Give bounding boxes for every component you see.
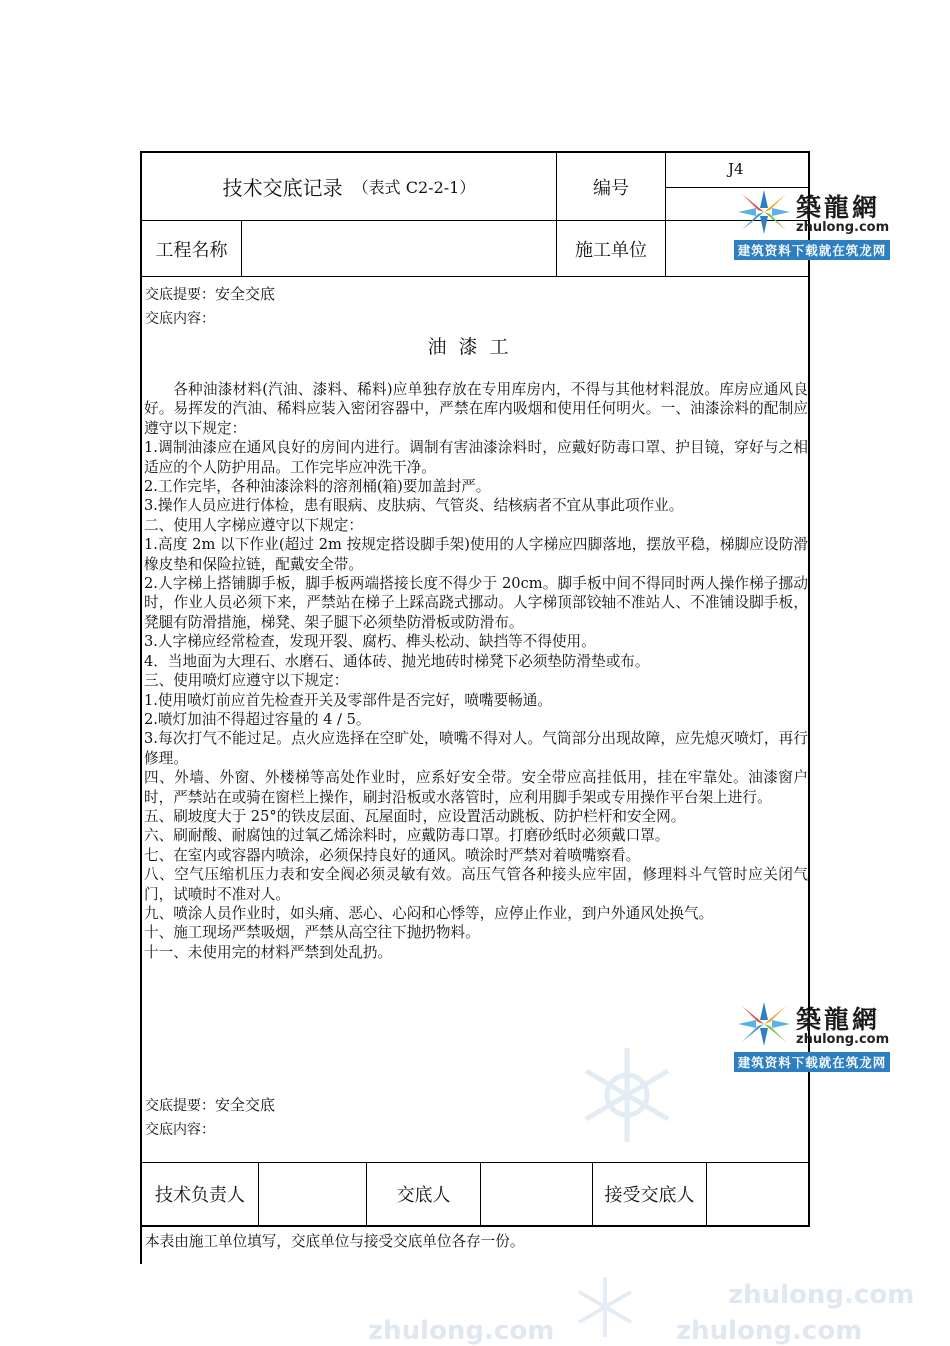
content-paragraph: 二、使用人字梯应遵守以下规定： [144, 516, 363, 534]
content-paragraph: 3.人字梯应经常检查，发现开裂、腐朽、榫头松动、缺挡等不得使用。 [144, 633, 596, 651]
content-paragraph: 1.调制油漆应在通风良好的房间内进行。调制有害油漆涂料时，应戴好防毒口罩、护目镜，穿好与之相适应的个人防护用品。工作完毕应冲洗干净。 [144, 439, 808, 476]
content-paragraph: 五、刷坡度大于 25°的铁皮层面、瓦屋面时，应设置活动跳板、防护栏杆和安全网。 [144, 807, 686, 825]
footer-note: 本表由施工单位填写，交底单位与接受交底单位各存一份。 [145, 1233, 525, 1250]
content-paragraph: 四、外墙、外窗、外楼梯等高处作业时，应系好安全带。安全带应高挂低用，挂在牢靠处。油漆窗户时，严禁站在或骑在窗栏上操作，刷封沿板或水落管时，应利用脚手架或专用操作平台架上进行。 [144, 769, 808, 806]
tech-lead-signature[interactable] [259, 1163, 366, 1225]
watermark-text: zhulong.com [676, 1316, 863, 1346]
summary-value: 安全交底 [215, 285, 276, 303]
receiver-label: 接受交底人 [604, 1185, 695, 1206]
watermark-text: zhulong.com [728, 1280, 915, 1310]
content-paragraph: 2.工作完毕，各种油漆涂料的溶剂桶(箱)要加盖封严。 [144, 478, 491, 496]
content-paragraph: 4．当地面为大理石、水磨石、通体砖、抛光地砖时梯凳下必须垫防滑垫或布。 [144, 652, 650, 670]
content-paragraph: 十、施工现场严禁吸烟，严禁从高空往下抛扔物料。 [144, 924, 480, 942]
logo-slogan: 建筑资料下载就在筑龙网 [734, 1052, 890, 1072]
logo-name: 築龍網 [796, 193, 881, 222]
pinwheel-logo-icon [736, 188, 792, 236]
form-title-text: 技术交底记录 [222, 176, 343, 200]
project-name-value[interactable] [242, 221, 556, 276]
logo-domain: zhulong.com [796, 220, 890, 235]
project-name-label: 工程名称 [155, 239, 228, 261]
zhulong-logo [734, 184, 890, 262]
form-code: （表式 C2-2-1） [352, 178, 476, 197]
number-value: J4 [728, 160, 744, 178]
number-label: 编号 [593, 177, 629, 199]
contractor-label: 施工单位 [575, 239, 647, 261]
content-paragraph: 各种油漆材料(汽油、漆料、稀料)应单独存放在专用库房内，不得与其他材料混放。库房应通风良好。易挥发的汽油、稀料应装入密闭容器中，严禁在库内吸烟和使用任何明火。一、油漆涂料的配制应遵守以下规定： [144, 381, 808, 437]
content-paragraph: 九、喷涂人员作业时，如头痛、恶心、心闷和心悸等，应停止作业，到户外通风处换气。 [144, 904, 714, 922]
content-paragraph: 3.操作人员应进行体检，患有眼病、皮肤病、气管炎、结核病者不宜从事此项作业。 [144, 497, 684, 515]
summary-label: 交底提要： [145, 287, 215, 303]
content-paragraph: 六、刷耐酸、耐腐蚀的过氧乙烯涂料时，应戴防毒口罩。打磨砂纸时必须戴口罩。 [144, 827, 670, 845]
receiver-signature[interactable] [707, 1163, 808, 1225]
summary-row [145, 283, 275, 304]
content-paragraph: 七、在室内或容器内喷涂，必须保持良好的通风。喷涂时严禁对着喷嘴察看。 [144, 846, 641, 864]
content-label [145, 308, 215, 328]
content-paragraph: 1.高度 2m 以下作业(超过 2m 按规定搭设脚手架)使用的人字梯应四脚落地，摆放平稳，梯脚应设防滑橡皮垫和保险拉链，配戴安全带。 [144, 536, 808, 573]
form-title [142, 153, 556, 220]
presenter-signature[interactable] [481, 1163, 592, 1225]
presenter-label: 交底人 [396, 1185, 451, 1206]
logo-domain: zhulong.com [796, 1032, 890, 1047]
content-label-2 [145, 1119, 215, 1139]
content-paragraph: 三、使用喷灯应遵守以下规定： [144, 672, 349, 690]
content-paragraph: 2.人字梯上搭铺脚手板，脚手板两端搭接长度不得少于 20cm。脚手板中间不得同时两人操作梯子挪动时，作业人员必须下来，严禁站在梯子上踩高跷式挪动。人字梯顶部铰轴不准站人、不准铺设脚手板，凳腿有防滑措施，梯凳、架子腿下必须垫防滑板或防滑布。 [144, 575, 808, 631]
zhulong-logo [734, 996, 890, 1074]
logo-name: 築龍網 [796, 1005, 881, 1034]
summary-label: 交底提要： [145, 1098, 215, 1114]
watermark-text: zhulong.com [368, 1316, 555, 1346]
watermark-snowflake-icon [572, 1040, 682, 1150]
summary-value: 安全交底 [215, 1096, 276, 1114]
content-paragraph: 十一、未使用完的材料严禁到处乱扔。 [144, 943, 393, 961]
summary-row-2 [145, 1094, 275, 1115]
watermark-snowflake-icon [570, 1272, 640, 1342]
content-body [144, 380, 808, 962]
content-label-text: 交底内容： [145, 1122, 215, 1138]
pinwheel-logo-icon [736, 1000, 792, 1048]
content-paragraph: 2.喷灯加油不得超过容量的 4 / 5。 [144, 710, 371, 728]
content-paragraph: 八、空气压缩机压力表和安全阀必须灵敏有效。高压气管各种接头应牢固，修理料斗气管时应关闭气门，试喷时不准对人。 [144, 866, 808, 903]
content-paragraph: 1.使用喷灯前应首先检查开关及零部件是否完好，喷嘴要畅通。 [144, 691, 552, 709]
content-paragraph: 3.每次打气不能过足。点火应选择在空旷处，喷嘴不得对人。气筒部分出现故障，应先熄灭喷灯，再行修理。 [144, 730, 808, 767]
logo-slogan: 建筑资料下载就在筑龙网 [734, 240, 890, 260]
tech-lead-label: 技术负责人 [155, 1185, 245, 1206]
section-heading: 油漆工 [427, 336, 521, 358]
content-label-text: 交底内容： [145, 311, 215, 327]
